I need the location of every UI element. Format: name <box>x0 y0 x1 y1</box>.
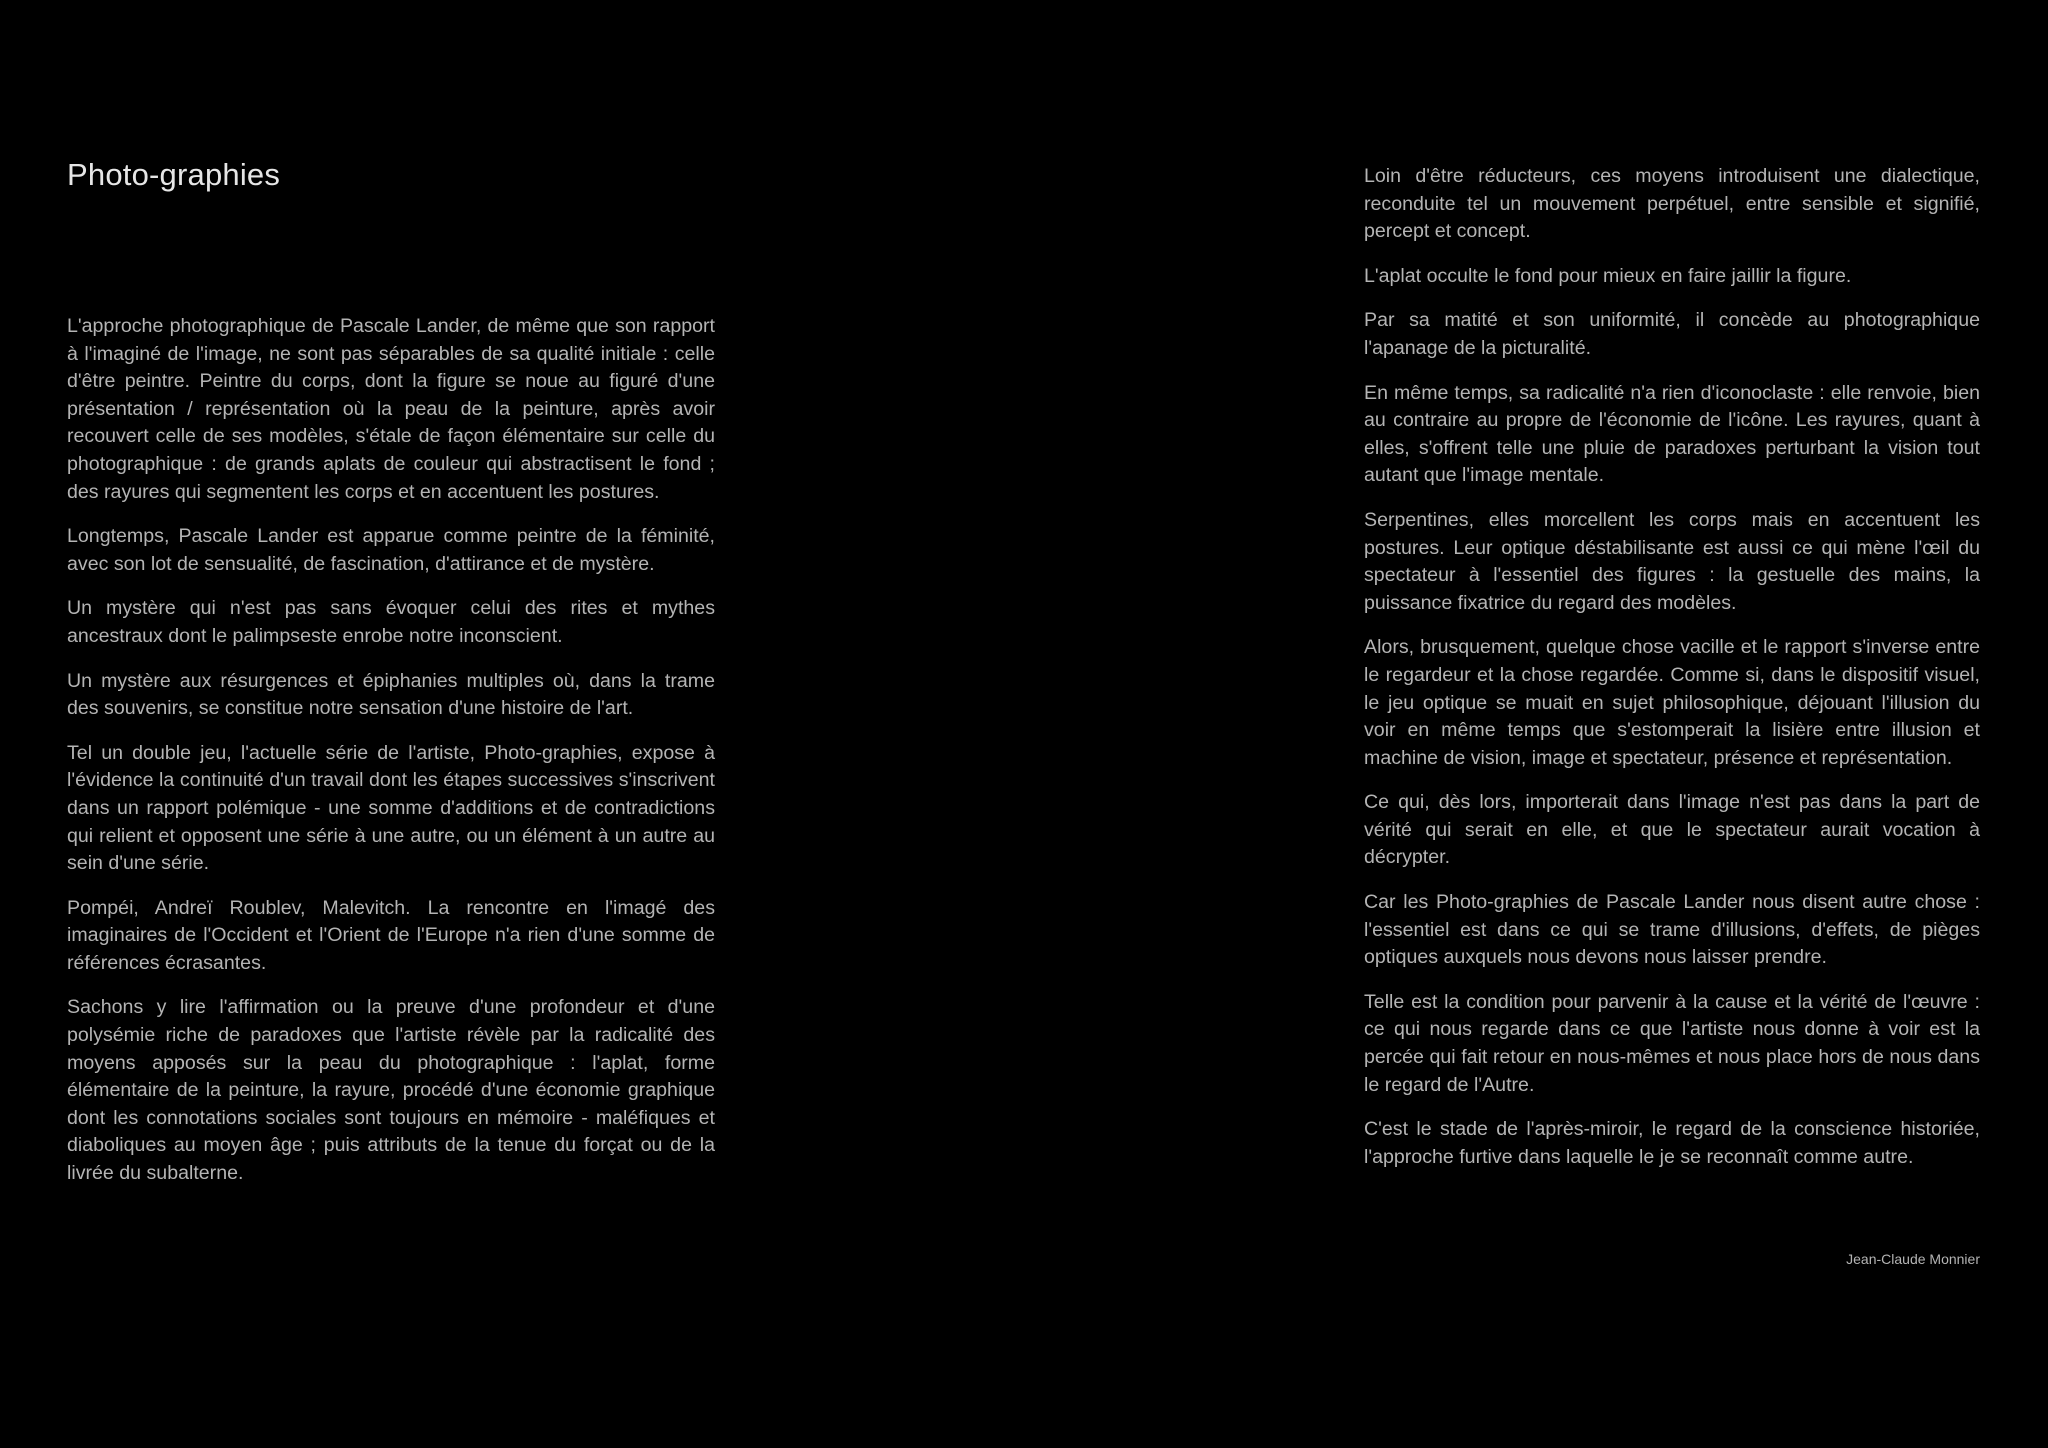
paragraph: Telle est la condition pour parvenir à la cause et la vérité de l'œuvre : ce qui nous regarde dans ce que l'artiste nous donne à voir est la percée qui fait retour en nous-mêmes et nous place hors de nous dans le regard de l'Autre. <box>1364 990 1980 1096</box>
author-signature: Jean-Claude Monnier <box>1846 1251 1980 1267</box>
paragraph: Ce qui, dès lors, importerait dans l'image n'est pas dans la part de vérité qui serait en elle, et que le spectateur aurait vocation à décrypter. <box>1364 791 1980 869</box>
left-column <box>67 313 715 1205</box>
paragraph: Tel un double jeu, l'actuelle série de l'artiste, Photo-graphies, expose à l'évidence la continuité d'un travail dont les étapes successives s'inscrivent dans un rapport polémique - une somme d'additions et de contradictions qui relient et opposent une série à une autre, ou un élément à un autre au sein d'une série. <box>67 741 715 875</box>
paragraph: Longtemps, Pascale Lander est apparue comme peintre de la féminité, avec son lot de sensualité, de fascination, d'attirance et de mystère. <box>67 525 715 575</box>
right-column <box>1364 163 1980 1188</box>
paragraph: L'approche photographique de Pascale Lander, de même que son rapport à l'imaginé de l'image, ne sont pas séparables de sa qualité initiale : celle d'être peintre. Peintre du corps, dont la figure se noue au figuré d'une présentation / représentation où la peau de la peinture, après avoir recouvert celle de ses modèles, s'étale de façon élémentaire sur celle du photographique : de grands aplats de couleur qui abstractisent le fond ; des rayures qui segmentent les corps et en accentuent les postures. <box>67 315 715 503</box>
page-title: Photo-graphies <box>67 157 281 192</box>
paragraph: Un mystère qui n'est pas sans évoquer celui des rites et mythes ancestraux dont le palimpseste enrobe notre inconscient. <box>67 597 715 647</box>
paragraph: Pompéi, Andreï Roublev, Malevitch. La rencontre en l'imagé des imaginaires de l'Occident et l'Orient de l'Europe n'a rien d'une somme de références écrasantes. <box>67 896 715 974</box>
paragraph: L'aplat occulte le fond pour mieux en faire jaillir la figure. <box>1364 264 1852 287</box>
paragraph: Un mystère aux résurgences et épiphanies multiples où, dans la trame des souvenirs, se constitue notre sensation d'une histoire de l'art. <box>67 669 715 720</box>
paragraph: Sachons y lire l'affirmation ou la preuve d'une profondeur et d'une polysémie riche de paradoxes que l'artiste révèle par la radicalité des moyens apposés sur la peau du photographique : l'aplat, forme élémentaire de la peinture, la rayure, procédé d'une économie graphique dont les connotations sociales sont toujours en mémoire - maléfiques et diaboliques au moyen âge ; puis attributs de la tenue du forçat ou de la livrée du subalterne. <box>67 996 715 1185</box>
paragraph: Alors, brusquement, quelque chose vacille et le rapport s'inverse entre le regardeur et la chose regardée. Comme si, dans le dispositif visuel, le jeu optique se muait en sujet philosophique, déjouant l'illusion du voir en même temps que s'estomperait la lisière entre illusion et machine de vision, image et spectateur, présence et représentation. <box>1364 636 1980 769</box>
paragraph: Car les Photo-graphies de Pascale Lander nous disent autre chose : l'essentiel est dans ce qui se trame d'illusions, d'effets, de pièges optiques auxquels nous devons nous laisser prendre. <box>1364 891 1980 969</box>
paragraph: Par sa matité et son uniformité, il concède au photographique l'apanage de la picturalité. <box>1364 309 1980 359</box>
paragraph: Serpentines, elles morcellent les corps mais en accentuent les postures. Leur optique déstabilisante est aussi ce qui mène l'œil du spectateur à l'essentiel des figures : la gestuelle des mains, la puissance fixatrice du regard des modèles. <box>1364 508 1980 614</box>
paragraph: En même temps, sa radicalité n'a rien d'iconoclaste : elle renvoie, bien au contraire au propre de l'économie de l'icône. Les rayures, quant à elles, s'offrent telle une pluie de paradoxes perturbant la vision tout autant que l'image mentale. <box>1364 381 1980 487</box>
paragraph: C'est le stade de l'après-miroir, le regard de la conscience historiée, l'approche furtive dans laquelle le je se reconnaît comme autre. <box>1364 1118 1980 1168</box>
paragraph: Loin d'être réducteurs, ces moyens introduisent une dialectique, reconduite tel un mouvement perpétuel, entre sensible et signifié, percept et concept. <box>1364 165 1980 243</box>
